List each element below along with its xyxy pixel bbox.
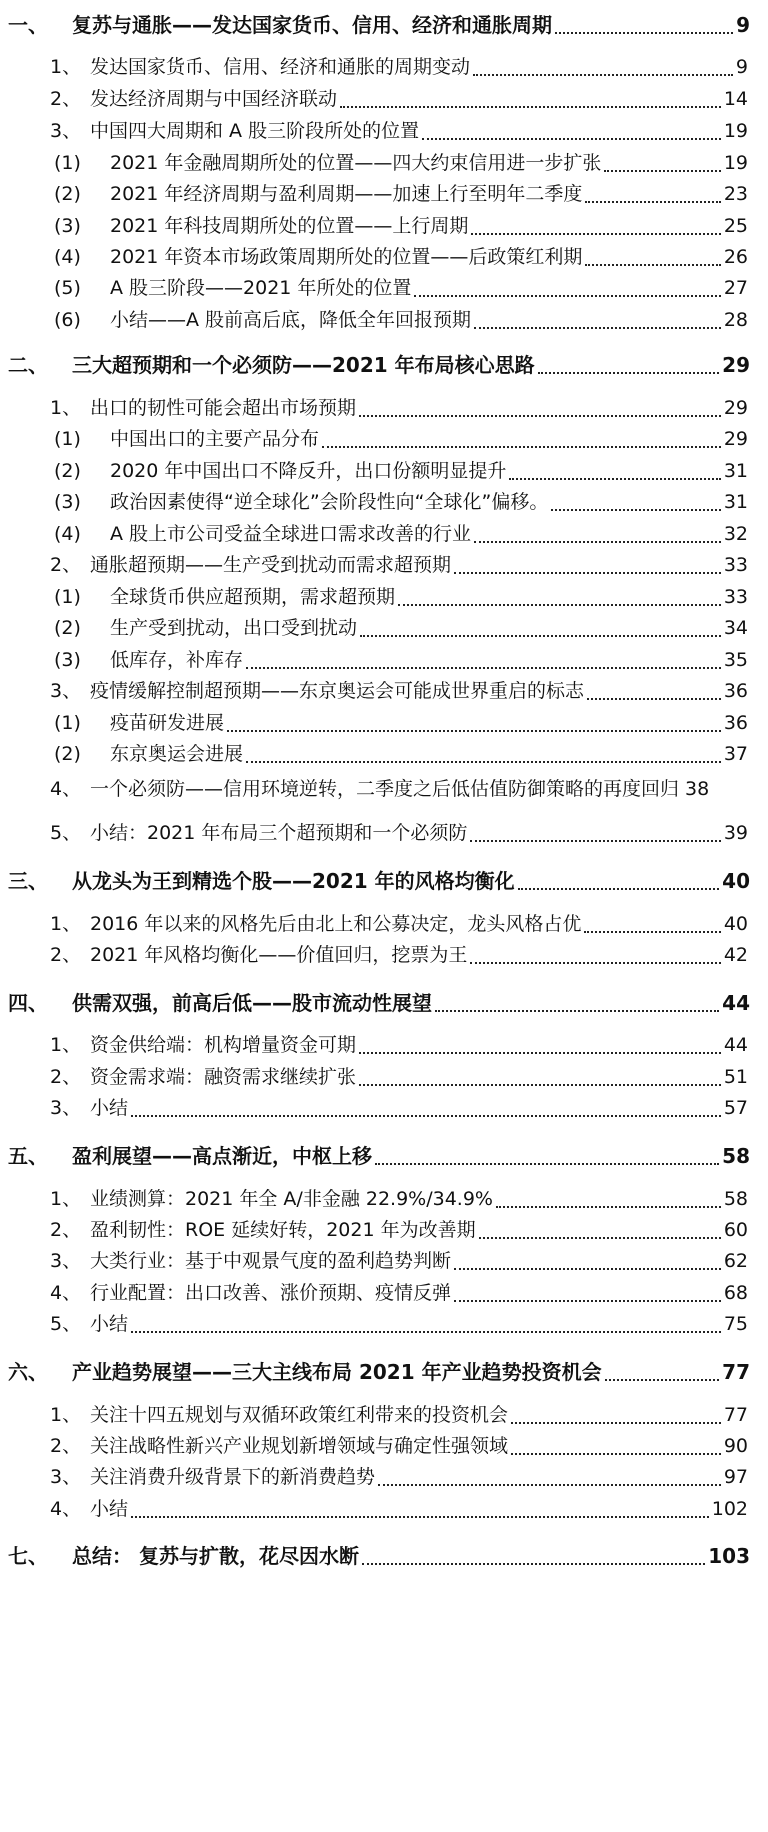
toc-entry[interactable] xyxy=(0,550,768,580)
entry-number: (3) xyxy=(54,215,81,237)
entry-number: 3、 xyxy=(50,1097,82,1119)
entry-title: 2021 年科技周期所处的位置——上行周期 xyxy=(110,215,469,237)
entry-title: 关注十四五规划与双循环政策红利带来的投资机会 xyxy=(90,1404,509,1426)
entry-page-number: 60 xyxy=(723,1219,748,1241)
entry-number: 1、 xyxy=(50,56,82,78)
dot-leader xyxy=(604,170,720,172)
entry-number: 2、 xyxy=(50,88,82,110)
toc-entry[interactable] xyxy=(0,1246,768,1276)
entry-title: 一个必须防——信用环境逆转，二季度之后低估值防御策略的再度回归 38 xyxy=(90,778,710,800)
entry-number: (1) xyxy=(54,428,81,450)
entry-page-number: 9 xyxy=(735,56,748,78)
dot-leader xyxy=(473,74,733,76)
entry-title: 业绩测算：2021 年全 A/非金融 22.9%/34.9% xyxy=(90,1188,493,1210)
section-title: 复苏与通胀——发达国家货币、信用、经济和通胀周期 xyxy=(72,13,552,37)
entry-number: 4、 xyxy=(50,1282,82,1304)
toc-entry[interactable] xyxy=(0,1093,768,1123)
entry-title: A 股上市公司受益全球进口需求改善的行业 xyxy=(110,523,472,545)
dot-leader xyxy=(555,32,733,34)
dot-leader xyxy=(470,840,720,842)
toc-entry[interactable] xyxy=(0,52,768,82)
toc-entry[interactable] xyxy=(50,772,748,806)
entry-title: 2016 年以来的风格先后由北上和公募决定，龙头风格占优 xyxy=(90,913,582,935)
toc-entry[interactable] xyxy=(0,1462,768,1492)
dot-leader xyxy=(479,1237,721,1239)
section-title: 总结： 复苏与扩散，花尽因水断 xyxy=(72,1544,359,1568)
entry-title: 东京奥运会进展 xyxy=(110,743,244,765)
section-number: 七、 xyxy=(8,1544,48,1568)
entry-title: 2021 年风格均衡化——价值回归，挖票为王 xyxy=(90,944,468,966)
entry-number: (1) xyxy=(54,586,81,608)
dot-leader xyxy=(585,201,720,203)
dot-leader xyxy=(340,106,721,108)
entry-page-number: 36 xyxy=(723,680,748,702)
toc-subentry[interactable] xyxy=(0,424,768,454)
dot-leader xyxy=(584,931,720,933)
toc-subentry[interactable] xyxy=(0,582,768,612)
dot-leader xyxy=(227,730,721,732)
dot-leader xyxy=(359,1084,721,1086)
entry-number: 1、 xyxy=(50,397,82,419)
entry-title: 中国出口的主要产品分布 xyxy=(110,428,320,450)
entry-number: 2、 xyxy=(50,1066,82,1088)
entry-number: 5、 xyxy=(50,822,82,844)
entry-page-number: 102 xyxy=(711,1498,748,1520)
entry-title: 2020 年中国出口不降反升，出口份额明显提升 xyxy=(110,460,507,482)
entry-page-number: 19 xyxy=(723,152,748,174)
toc-entry[interactable] xyxy=(0,909,768,939)
toc-entry[interactable] xyxy=(0,676,768,706)
entry-title: 疫苗研发进展 xyxy=(110,712,225,734)
toc-section-5[interactable] xyxy=(0,1141,768,1171)
dot-leader xyxy=(375,1163,719,1165)
entry-number: (4) xyxy=(54,523,81,545)
toc-entry[interactable] xyxy=(0,1215,768,1245)
toc-entry[interactable] xyxy=(0,116,768,146)
toc-subentry[interactable] xyxy=(0,148,768,178)
dot-leader xyxy=(435,1010,719,1012)
section-page-number: 40 xyxy=(722,869,750,893)
toc-entry[interactable] xyxy=(0,1062,768,1092)
entry-page-number: 33 xyxy=(723,554,748,576)
entry-title: 通胀超预期——生产受到扰动而需求超预期 xyxy=(90,554,452,576)
dot-leader xyxy=(496,1206,721,1208)
toc-subentry[interactable] xyxy=(0,179,768,209)
dot-leader xyxy=(131,1115,721,1117)
dot-leader xyxy=(509,478,720,480)
entry-title: 出口的韧性可能会超出市场预期 xyxy=(90,397,357,419)
toc-entry[interactable] xyxy=(0,1184,768,1214)
entry-page-number: 35 xyxy=(723,649,748,671)
dot-leader xyxy=(246,667,721,669)
toc-section-6[interactable] xyxy=(0,1357,768,1387)
entry-title: 资金供给端：机构增量资金可期 xyxy=(90,1034,357,1056)
entry-number: (1) xyxy=(54,152,81,174)
dot-leader xyxy=(131,1331,721,1333)
section-title: 从龙头为王到精选个股——2021 年的风格均衡化 xyxy=(72,869,515,893)
entry-title: 低库存，补库存 xyxy=(110,649,244,671)
dot-leader xyxy=(360,635,721,637)
entry-page-number: 26 xyxy=(723,246,748,268)
entry-title: 小结 xyxy=(90,1313,129,1335)
entry-title: 大类行业：基于中观景气度的盈利趋势判断 xyxy=(90,1250,452,1272)
section-title: 供需双强，前高后低——股市流动性展望 xyxy=(72,991,432,1015)
entry-number: (2) xyxy=(54,460,81,482)
entry-page-number: 25 xyxy=(723,215,748,237)
toc-subentry[interactable] xyxy=(0,211,768,241)
dot-leader xyxy=(359,1052,721,1054)
entry-title: 小结：2021 年布局三个超预期和一个必须防 xyxy=(90,822,468,844)
entry-page-number: 58 xyxy=(723,1188,748,1210)
dot-leader xyxy=(422,138,721,140)
toc-subentry[interactable] xyxy=(0,708,768,738)
toc-entry[interactable] xyxy=(0,84,768,114)
section-page-number: 44 xyxy=(722,991,750,1015)
entry-title: 小结——A 股前高后底，降低全年回报预期 xyxy=(110,309,472,331)
entry-number: (2) xyxy=(54,183,81,205)
toc-subentry[interactable] xyxy=(0,456,768,486)
section-page-number: 103 xyxy=(708,1544,750,1568)
entry-title: 疫情缓解控制超预期——东京奥运会可能成世界重启的标志 xyxy=(90,680,585,702)
toc-subentry[interactable] xyxy=(0,519,768,549)
dot-leader xyxy=(518,888,720,890)
entry-page-number: 40 xyxy=(723,913,748,935)
entry-number: (1) xyxy=(54,712,81,734)
dot-leader xyxy=(454,572,721,574)
toc-section-3[interactable] xyxy=(0,866,768,896)
entry-page-number: 75 xyxy=(723,1313,748,1335)
dot-leader xyxy=(587,698,721,700)
dot-leader xyxy=(585,264,720,266)
entry-title: 2021 年金融周期所处的位置——四大约束信用进一步扩张 xyxy=(110,152,602,174)
entry-title: 盈利韧性：ROE 延续好转，2021 年为改善期 xyxy=(90,1219,476,1241)
toc-entry[interactable] xyxy=(0,1278,768,1308)
entry-title: 资金需求端：融资需求继续扩张 xyxy=(90,1066,357,1088)
dot-leader xyxy=(511,1453,721,1455)
dot-leader xyxy=(454,1268,721,1270)
toc-subentry[interactable] xyxy=(0,739,768,769)
entry-page-number: 77 xyxy=(723,1404,748,1426)
entry-title: 发达国家货币、信用、经济和通胀的周期变动 xyxy=(90,56,471,78)
toc-subentry[interactable] xyxy=(0,273,768,303)
dot-leader xyxy=(362,1563,705,1565)
toc-subentry[interactable] xyxy=(0,305,768,335)
section-page-number: 29 xyxy=(722,353,750,377)
section-title: 三大超预期和一个必须防——2021 年布局核心思路 xyxy=(72,353,535,377)
entry-title: A 股三阶段——2021 年所处的位置 xyxy=(110,277,412,299)
entry-page-number: 28 xyxy=(723,309,748,331)
dot-leader xyxy=(414,295,720,297)
dot-leader xyxy=(474,327,721,329)
toc-section-2[interactable] xyxy=(0,350,768,380)
dot-leader xyxy=(471,233,720,235)
entry-page-number: 44 xyxy=(723,1034,748,1056)
entry-page-number: 31 xyxy=(723,460,748,482)
entry-page-number: 68 xyxy=(723,1282,748,1304)
section-title: 盈利展望——高点渐近，中枢上移 xyxy=(72,1144,372,1168)
entry-title: 小结 xyxy=(90,1498,129,1520)
toc-entry[interactable] xyxy=(0,940,768,970)
dot-leader xyxy=(470,962,720,964)
entry-number: 3、 xyxy=(50,1466,82,1488)
entry-number: 1、 xyxy=(50,1188,82,1210)
section-page-number: 58 xyxy=(722,1144,750,1168)
section-title: 产业趋势展望——三大主线布局 2021 年产业趋势投资机会 xyxy=(72,1360,602,1384)
toc-section-7[interactable] xyxy=(0,1541,768,1571)
entry-page-number: 29 xyxy=(723,428,748,450)
section-page-number: 77 xyxy=(722,1360,750,1384)
toc-subentry[interactable] xyxy=(0,645,768,675)
entry-page-number: 31 xyxy=(723,491,748,513)
toc-section-1[interactable] xyxy=(0,10,768,40)
toc-entry[interactable] xyxy=(0,1494,768,1524)
section-number: 四、 xyxy=(8,991,48,1015)
entry-title: 中国四大周期和 A 股三阶段所处的位置 xyxy=(90,120,420,142)
toc-entry[interactable] xyxy=(0,1030,768,1060)
toc-entry[interactable] xyxy=(0,818,768,848)
entry-number: (5) xyxy=(54,277,81,299)
entry-title: 发达经济周期与中国经济联动 xyxy=(90,88,338,110)
dot-leader xyxy=(538,372,720,374)
entry-page-number: 19 xyxy=(723,120,748,142)
dot-leader xyxy=(322,446,721,448)
dot-leader xyxy=(359,415,721,417)
dot-leader xyxy=(454,1300,721,1302)
entry-title: 关注战略性新兴产业规划新增领域与确定性强领域 xyxy=(90,1435,509,1457)
toc-subentry[interactable] xyxy=(0,613,768,643)
entry-page-number: 97 xyxy=(723,1466,748,1488)
section-number: 一、 xyxy=(8,13,48,37)
dot-leader xyxy=(246,761,721,763)
dot-leader xyxy=(398,604,721,606)
entry-number: 1、 xyxy=(50,913,82,935)
entry-page-number: 51 xyxy=(723,1066,748,1088)
toc-subentry[interactable] xyxy=(0,242,768,272)
entry-title: 小结 xyxy=(90,1097,129,1119)
entry-page-number: 37 xyxy=(723,743,748,765)
dot-leader xyxy=(605,1379,720,1381)
toc-section-4[interactable] xyxy=(0,988,768,1018)
entry-number: (2) xyxy=(54,617,81,639)
toc-entry[interactable] xyxy=(0,1400,768,1430)
entry-page-number: 34 xyxy=(723,617,748,639)
entry-page-number: 42 xyxy=(723,944,748,966)
entry-title: 2021 年资本市场政策周期所处的位置——后政策红利期 xyxy=(110,246,583,268)
section-number: 二、 xyxy=(8,353,48,377)
section-number: 六、 xyxy=(8,1360,48,1384)
entry-number: 2、 xyxy=(50,1435,82,1457)
section-number: 五、 xyxy=(8,1144,48,1168)
entry-page-number: 90 xyxy=(723,1435,748,1457)
section-page-number: 9 xyxy=(736,13,750,37)
entry-number: 1、 xyxy=(50,1034,82,1056)
entry-page-number: 29 xyxy=(723,397,748,419)
entry-page-number: 33 xyxy=(723,586,748,608)
entry-page-number: 39 xyxy=(723,822,748,844)
entry-page-number: 62 xyxy=(723,1250,748,1272)
entry-page-number: 27 xyxy=(723,277,748,299)
entry-number: 3、 xyxy=(50,680,82,702)
entry-number: 3、 xyxy=(50,1250,82,1272)
entry-number: (3) xyxy=(54,491,81,513)
entry-title: 行业配置：出口改善、涨价预期、疫情反弹 xyxy=(90,1282,452,1304)
dot-leader xyxy=(511,1422,721,1424)
toc-subentry[interactable] xyxy=(0,487,768,517)
entry-page-number: 14 xyxy=(723,88,748,110)
entry-number: 2、 xyxy=(50,1219,82,1241)
section-number: 三、 xyxy=(8,869,48,893)
dot-leader xyxy=(474,541,721,543)
entry-page-number: 57 xyxy=(723,1097,748,1119)
entry-number: 3、 xyxy=(50,120,82,142)
entry-number: (4) xyxy=(54,246,81,268)
dot-leader xyxy=(551,509,720,511)
entry-page-number: 32 xyxy=(723,523,748,545)
entry-title: 生产受到扰动，出口受到扰动 xyxy=(110,617,358,639)
entry-title: 政治因素使得“逆全球化”会阶段性向“全球化”偏移。 xyxy=(110,491,549,513)
entry-page-number: 36 xyxy=(723,712,748,734)
entry-number: 5、 xyxy=(50,1313,82,1335)
entry-number: 2、 xyxy=(50,944,82,966)
entry-title: 2021 年经济周期与盈利周期——加速上行至明年二季度 xyxy=(110,183,583,205)
entry-page-number: 23 xyxy=(723,183,748,205)
dot-leader xyxy=(378,1484,721,1486)
toc-entry[interactable] xyxy=(0,1431,768,1461)
entry-number: (2) xyxy=(54,743,81,765)
entry-title: 关注消费升级背景下的新消费趋势 xyxy=(90,1466,376,1488)
entry-number: (6) xyxy=(54,309,81,331)
entry-number: 4、 xyxy=(50,1498,82,1520)
dot-leader xyxy=(131,1516,709,1518)
entry-number: 1、 xyxy=(50,1404,82,1426)
toc-entry[interactable] xyxy=(0,393,768,423)
entry-title: 全球货币供应超预期，需求超预期 xyxy=(110,586,396,608)
entry-number: 2、 xyxy=(50,554,82,576)
entry-number: (3) xyxy=(54,649,81,671)
toc-entry[interactable] xyxy=(0,1309,768,1339)
entry-number: 4、 xyxy=(50,778,82,800)
